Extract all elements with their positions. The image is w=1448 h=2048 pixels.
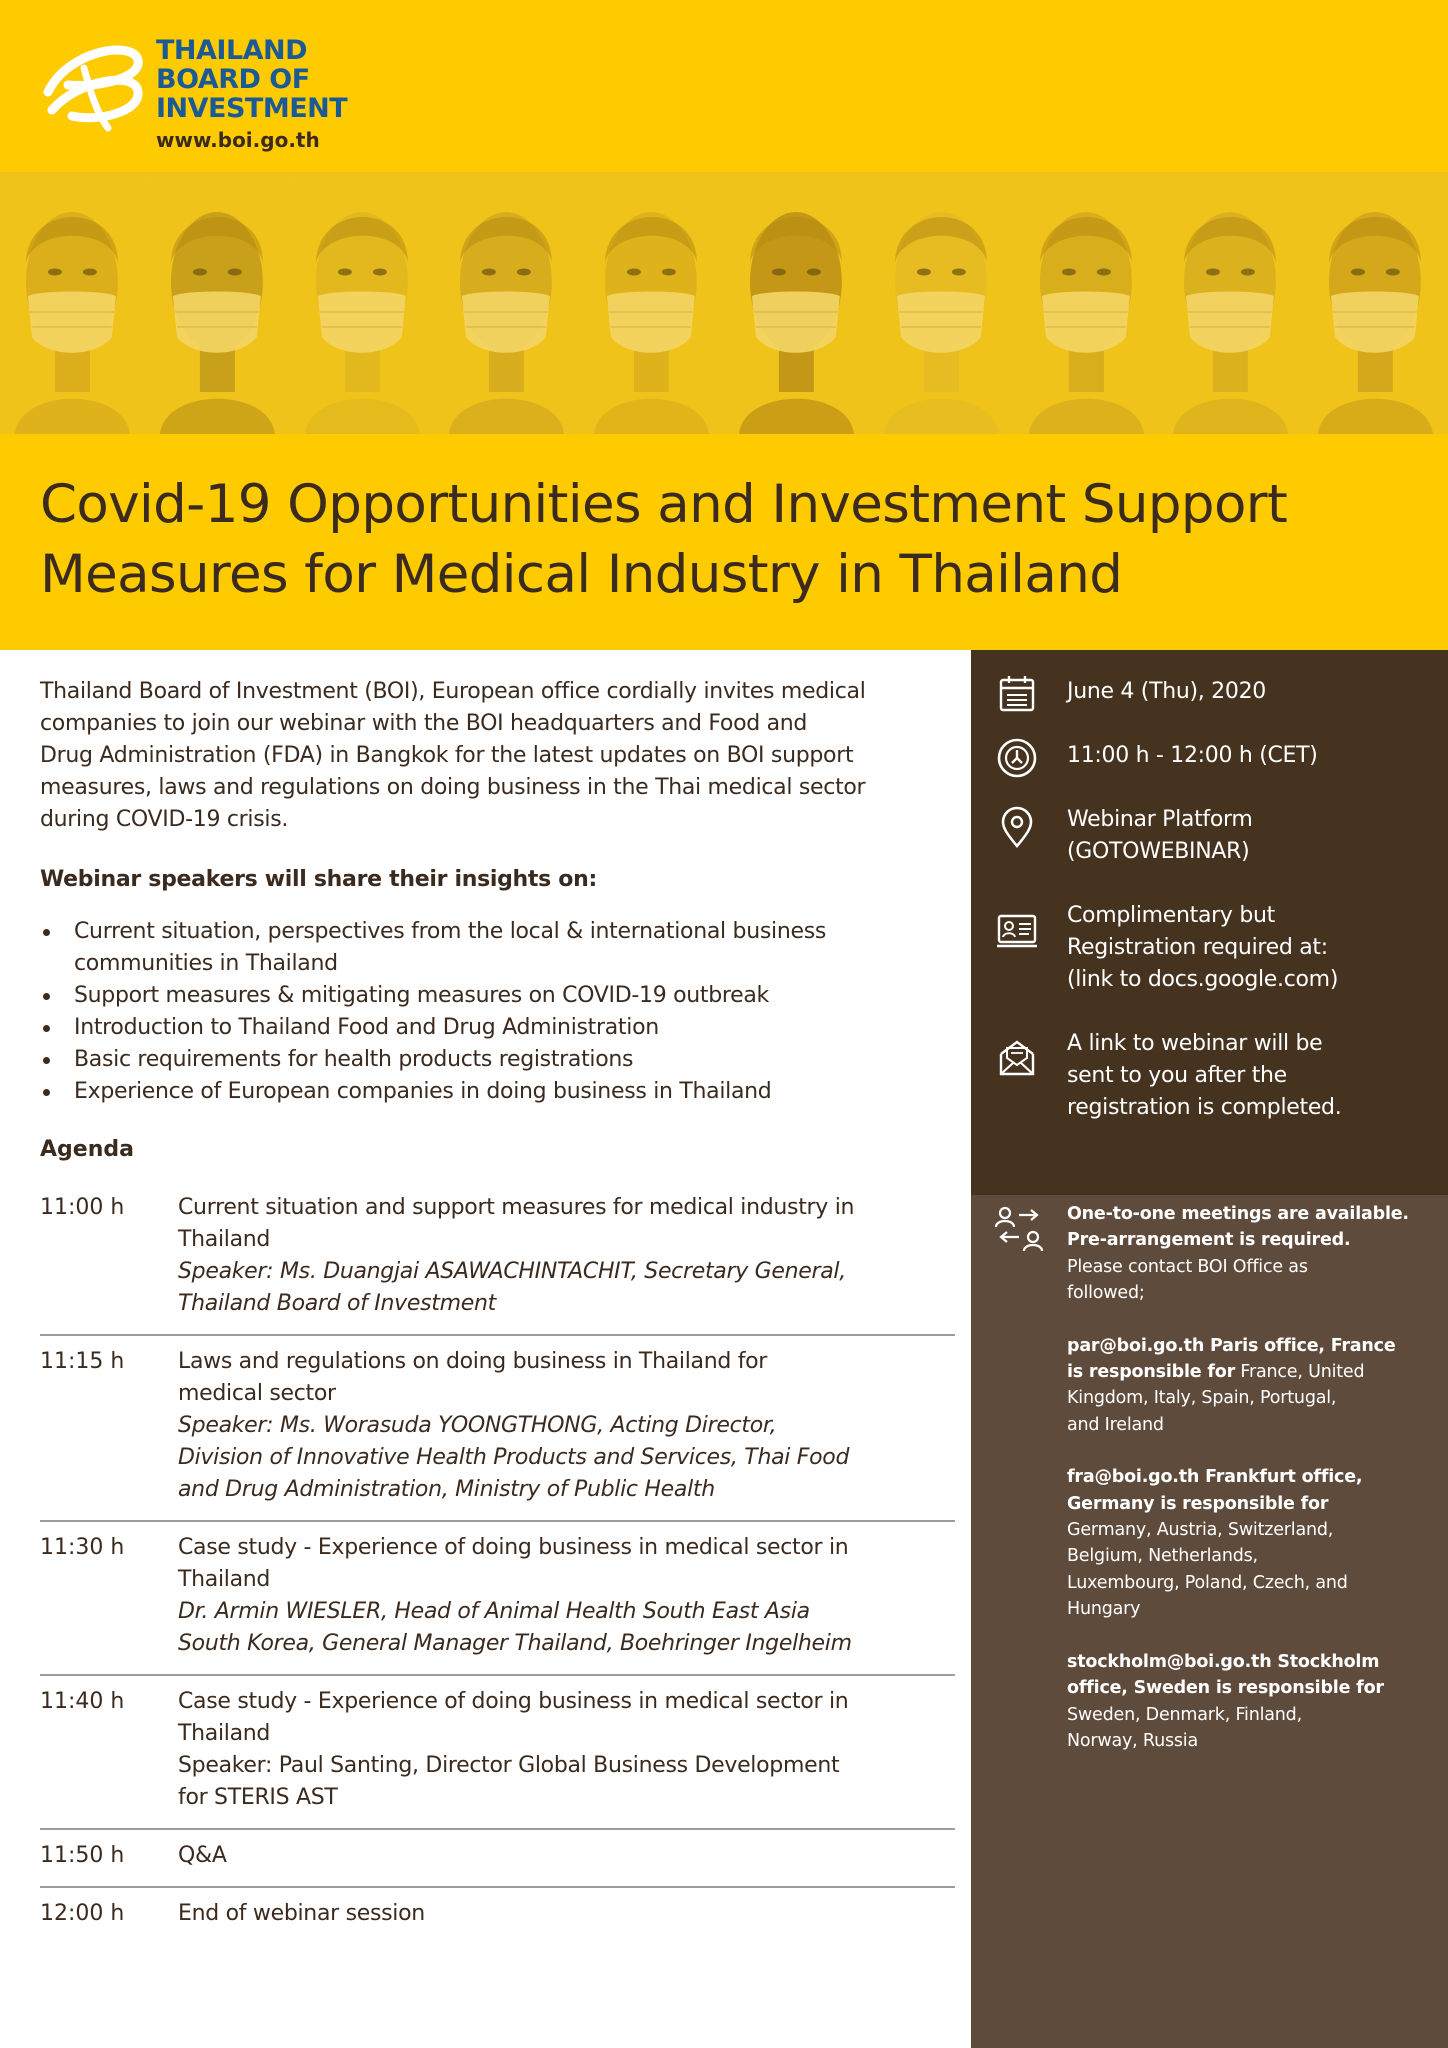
logo-url[interactable]: www.boi.go.th	[156, 128, 320, 152]
platform-line: Webinar Platform	[1067, 807, 1253, 832]
list-item	[40, 980, 955, 1012]
event-registration-text	[1067, 900, 1437, 996]
event-platform-text	[1067, 804, 1437, 868]
agenda-topic: Q&A	[178, 1843, 227, 1868]
registration-line: Registration required at:	[1067, 935, 1328, 960]
meetings-bold: One-to-one meetings are available.	[1067, 1204, 1409, 1224]
agenda-speaker: Speaker: Paul Santing, Director Global Business Development	[178, 1753, 840, 1778]
agenda-speaker: and Drug Administration, Ministry of Public Health	[178, 1477, 715, 1502]
agenda-speaker: Thailand Board of Investment	[178, 1291, 496, 1316]
list-item-line: Experience of European companies in doing business in Thailand	[74, 1079, 772, 1104]
agenda-speaker: Speaker: Ms. Duangjai ASAWACHINTACHIT, Secretary General,	[178, 1259, 846, 1284]
agenda-body	[178, 1532, 955, 1660]
paris-office	[1067, 1333, 1437, 1439]
envelope-icon	[995, 1034, 1039, 1078]
agenda-speaker: for STERIS AST	[178, 1785, 338, 1810]
agenda-table	[40, 1182, 955, 1944]
platform-line: (GOTOWEBINAR)	[1067, 839, 1250, 864]
stockholm-office	[1067, 1649, 1437, 1755]
meetings-line: Hungary	[1067, 1599, 1141, 1620]
meetings-line: Please contact BOI Office as	[1067, 1256, 1308, 1277]
agenda-body	[178, 1192, 955, 1320]
title-line-2: Measures for Medical Industry in Thailand	[40, 544, 1123, 605]
meetings-text	[1067, 1201, 1437, 1754]
link-note-line: sent to you after the	[1067, 1063, 1287, 1088]
list-item-line: Introduction to Thailand Food and Drug Administration	[74, 1015, 659, 1040]
meetings-bold: Pre-arrangement is required.	[1067, 1230, 1351, 1251]
intro-line: companies to join our webinar with the BOI headquarters and Food and	[40, 711, 808, 736]
meetings-bold: office, Sweden is responsible for	[1067, 1678, 1384, 1699]
meetings-bold: Germany is responsible for	[1067, 1493, 1329, 1514]
list-item-line: Current situation, perspectives from the local & international business	[74, 919, 827, 944]
agenda-speaker: Dr. Armin WIESLER, Head of Animal Health South East Asia	[178, 1599, 810, 1624]
masked-face-photo	[724, 172, 869, 434]
agenda-row	[40, 1336, 955, 1522]
intro-line: during COVID-19 crisis.	[40, 807, 289, 832]
agenda-body	[178, 1346, 955, 1506]
agenda-topic: Laws and regulations on doing business in Thailand for	[178, 1349, 768, 1374]
logo-line-3: INVESTMENT	[156, 93, 348, 124]
agenda-row	[40, 1830, 955, 1888]
insights-list	[40, 916, 955, 1108]
page-title	[40, 470, 1420, 610]
masked-face-photo	[434, 172, 579, 434]
event-date-text: June 4 (Thu), 2020	[1067, 679, 1266, 704]
masked-face-photo	[145, 172, 290, 434]
intro-line: Thailand Board of Investment (BOI), European office cordially invites medical	[40, 679, 866, 704]
list-item	[40, 916, 955, 980]
masked-face-photo	[1014, 172, 1159, 434]
clock-icon	[995, 736, 1039, 780]
event-info-panel	[971, 650, 1448, 1195]
agenda-time: 11:40 h	[40, 1689, 125, 1714]
frankfurt-email[interactable]: fra@boi.go.th Frankfurt office,	[1067, 1467, 1363, 1488]
agenda-heading: Agenda	[40, 1137, 134, 1162]
agenda-time: 11:15 h	[40, 1349, 125, 1374]
agenda-body	[178, 1686, 955, 1814]
agenda-topic: Case study - Experience of doing business in medical sector in	[178, 1689, 849, 1714]
id-card-icon	[995, 908, 1039, 952]
agenda-speaker: Speaker: Ms. Worasuda YOONGTHONG, Acting Director,	[178, 1413, 777, 1438]
stockholm-email[interactable]: stockholm@boi.go.th Stockholm	[1067, 1651, 1380, 1672]
calendar-icon	[995, 672, 1039, 716]
list-item-line: Basic requirements for health products registrations	[74, 1047, 634, 1072]
insights-heading: Webinar speakers will share their insights on:	[40, 867, 597, 892]
agenda-row	[40, 1182, 955, 1336]
boi-swirl-logo-icon	[38, 30, 150, 142]
meetings-line: followed;	[1067, 1283, 1145, 1304]
masked-face-photo	[1158, 172, 1303, 434]
logo-wordmark	[156, 36, 347, 123]
agenda-time: 11:30 h	[40, 1535, 125, 1560]
agenda-row	[40, 1676, 955, 1830]
people-exchange-icon	[993, 1205, 1045, 1255]
masked-face-photo	[869, 172, 1014, 434]
title-line-1: Covid-19 Opportunities and Investment Support	[40, 474, 1288, 535]
masked-face-photo	[1303, 172, 1448, 434]
masked-face-photo	[0, 172, 145, 434]
agenda-topic: Thailand	[178, 1721, 271, 1746]
intro-line: measures, laws and regulations on doing business in the Thai medical sector	[40, 775, 866, 800]
main-content	[40, 676, 955, 1944]
agenda-topic: Thailand	[178, 1227, 271, 1252]
masked-faces-photo-strip	[0, 172, 1448, 434]
list-item-line: Support measures & mitigating measures on COVID-19 outbreak	[74, 983, 769, 1008]
agenda-topic: Case study - Experience of doing business in medical sector in	[178, 1535, 849, 1560]
agenda-time: 12:00 h	[40, 1901, 125, 1926]
intro-paragraph	[40, 676, 955, 836]
boi-logo	[38, 30, 348, 160]
location-pin-icon	[995, 806, 1039, 850]
agenda-topic: Current situation and support measures for medical industry in	[178, 1195, 855, 1220]
intro-line: Drug Administration (FDA) in Bangkok for the latest updates on BOI support	[40, 743, 854, 768]
event-link-text	[1067, 1028, 1437, 1124]
paris-email[interactable]: par@boi.go.th Paris office, France	[1067, 1335, 1396, 1356]
meetings-line: Kingdom, Italy, Spain, Portugal,	[1067, 1388, 1337, 1409]
agenda-time: 11:50 h	[40, 1843, 125, 1868]
meetings-line: Norway, Russia	[1067, 1730, 1198, 1751]
header-banner	[0, 0, 1448, 650]
agenda-topic: Thailand	[178, 1567, 271, 1592]
agenda-topic: medical sector	[178, 1381, 336, 1406]
meetings-line: and Ireland	[1067, 1414, 1164, 1435]
link-note-line: A link to webinar will be	[1067, 1031, 1323, 1056]
meetings-intro	[1067, 1201, 1437, 1307]
agenda-body	[178, 1840, 955, 1872]
meetings-line: Germany, Austria, Switzerland,	[1067, 1520, 1334, 1541]
meetings-line: Belgium, Netherlands,	[1067, 1546, 1258, 1567]
agenda-speaker: Division of Innovative Health Products and Services, Thai Food	[178, 1445, 850, 1470]
frankfurt-office	[1067, 1464, 1437, 1622]
meetings-panel	[971, 1195, 1448, 2048]
masked-face-photo	[579, 172, 724, 434]
meetings-line: France, United	[1235, 1362, 1365, 1383]
list-item	[40, 1076, 955, 1108]
meetings-line: Luxembourg, Poland, Czech, and	[1067, 1572, 1348, 1593]
list-item	[40, 1012, 955, 1044]
event-time-text: 11:00 h - 12:00 h (CET)	[1067, 743, 1318, 768]
list-item	[40, 1044, 955, 1076]
agenda-topic: End of webinar session	[178, 1901, 425, 1926]
meetings-bold: is responsible for	[1067, 1362, 1235, 1383]
meetings-line: Sweden, Denmark, Finland,	[1067, 1704, 1302, 1725]
registration-line: Complimentary but	[1067, 903, 1275, 928]
logo-line-2: BOARD OF	[156, 64, 310, 95]
agenda-time: 11:00 h	[40, 1195, 125, 1220]
agenda-row	[40, 1888, 955, 1944]
list-item-line: communities in Thailand	[74, 951, 338, 976]
agenda-body	[178, 1898, 955, 1930]
agenda-speaker: South Korea, General Manager Thailand, Boehringer Ingelheim	[178, 1631, 852, 1656]
registration-link[interactable]: (link to docs.google.com)	[1067, 967, 1339, 992]
masked-face-photo	[290, 172, 435, 434]
link-note-line: registration is completed.	[1067, 1095, 1342, 1120]
logo-line-1: THAILAND	[156, 35, 308, 66]
agenda-row	[40, 1522, 955, 1676]
